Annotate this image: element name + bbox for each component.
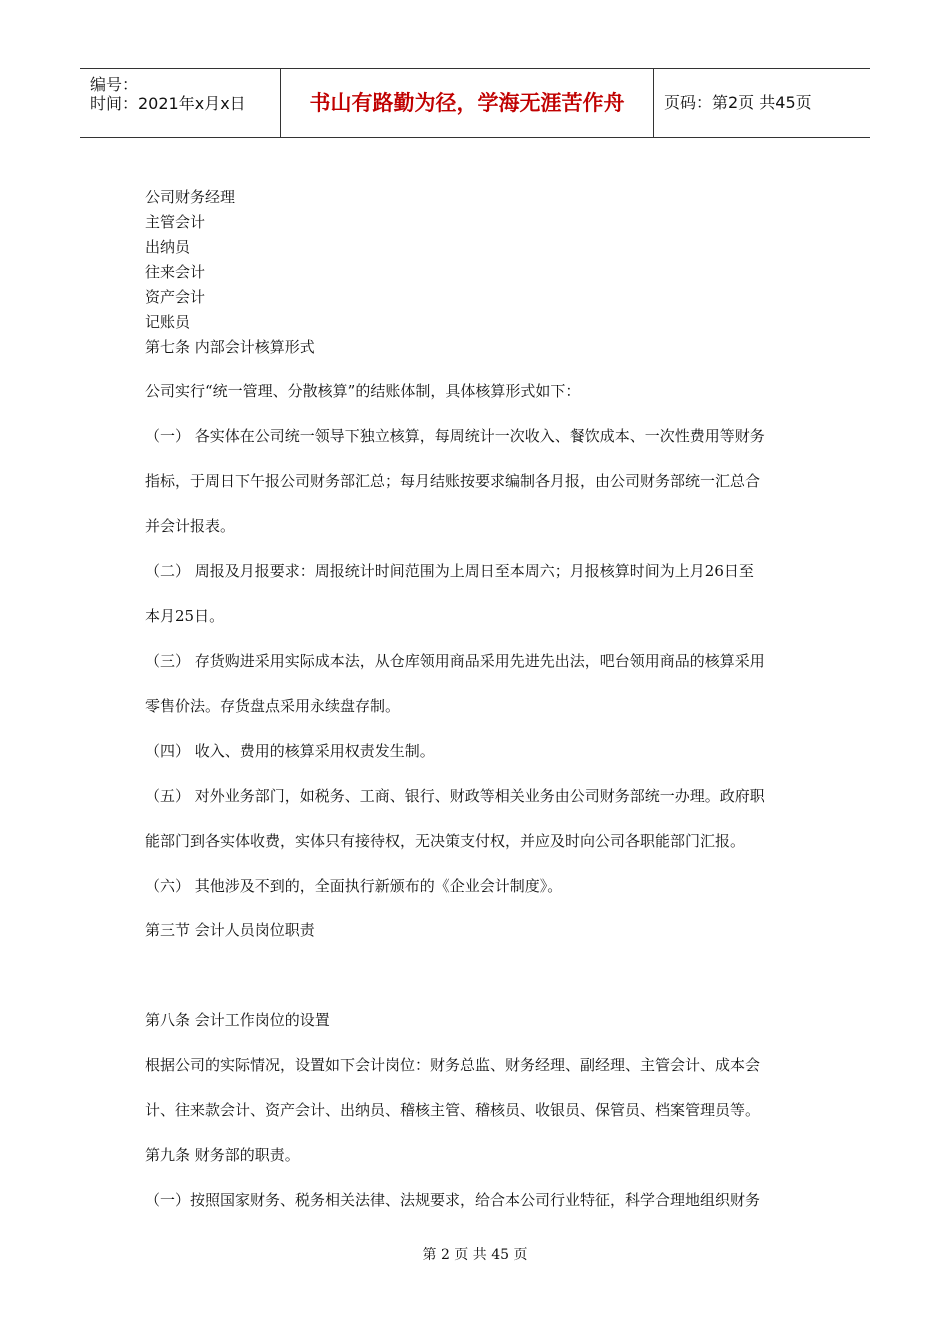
- body-line: （一） 各实体在公司统一领导下独立核算，每周统计一次收入、餐饮成本、一次性费用等财务: [145, 427, 765, 445]
- body-line: 指标，于周日下午报公司财务部汇总；每月结账按要求编制各月报，由公司财务部统一汇总合: [145, 472, 761, 490]
- body-line: 主管会计: [145, 213, 206, 231]
- body-line: 零售价法。存货盘点采用永续盘存制。: [145, 697, 401, 715]
- article-heading: 第八条 会计工作岗位的设置: [145, 1011, 330, 1029]
- page-footer: 第 2 页 共 45 页: [422, 1247, 528, 1263]
- body-line: （四） 收入、费用的核算采用权责发生制。: [145, 742, 435, 760]
- body-line: （二） 周报及月报要求：周报统计时间范围为上周日至本周六；月报核算时间为上月26日至: [145, 562, 754, 580]
- body-line: 资产会计: [145, 288, 206, 306]
- document-date-label: 时间：2021年x月x日: [90, 94, 246, 113]
- body-line: （六） 其他涉及不到的，全面执行新颁布的《企业会计制度》。: [145, 877, 563, 895]
- body-line: （五） 对外业务部门，如税务、工商、银行、财政等相关业务由公司财务部统一办理。政府职: [145, 787, 765, 805]
- body-line: 能部门到各实体收费，实体只有接待权，无决策支付权，并应及时向公司各职能部门汇报。: [145, 832, 746, 850]
- body-line: 公司财务经理: [145, 188, 236, 206]
- body-line: （三） 存货购进采用实际成本法，从仓库领用商品采用先进先出法，吧台领用商品的核算采用: [145, 652, 765, 670]
- page-header: [80, 68, 870, 138]
- article-heading: 第九条 财务部的职责。: [145, 1146, 300, 1164]
- body-line: 出纳员: [145, 238, 191, 256]
- body-line: （一）按照国家财务、税务相关法律、法规要求，给合本公司行业特征，科学合理地组织财务: [145, 1191, 761, 1209]
- body-line: 根据公司的实际情况，设置如下会计岗位：财务总监、财务经理、副经理、主管会计、成本会: [145, 1056, 761, 1074]
- header-meta-cell: [80, 69, 281, 137]
- header-motto: 书山有路勤为径，学海无涯苦作舟: [281, 69, 654, 137]
- document-number-label: 编号：: [90, 75, 139, 94]
- body-line: 并会计报表。: [145, 517, 236, 535]
- body-line: 记账员: [145, 313, 191, 331]
- body-line: 往来会计: [145, 263, 206, 281]
- header-page-info: 页码：第2页 共45页: [664, 93, 812, 112]
- article-heading: 第七条 内部会计核算形式: [145, 338, 315, 356]
- body-line: 公司实行“统一管理、分散核算”的结账体制，具体核算形式如下：: [145, 382, 581, 400]
- section-heading: 第三节 会计人员岗位职责: [145, 921, 315, 939]
- body-line: 本月25日。: [145, 607, 225, 625]
- body-line: 计、往来款会计、资产会计、出纳员、稽核主管、稽核员、收银员、保管员、档案管理员等。: [145, 1101, 761, 1119]
